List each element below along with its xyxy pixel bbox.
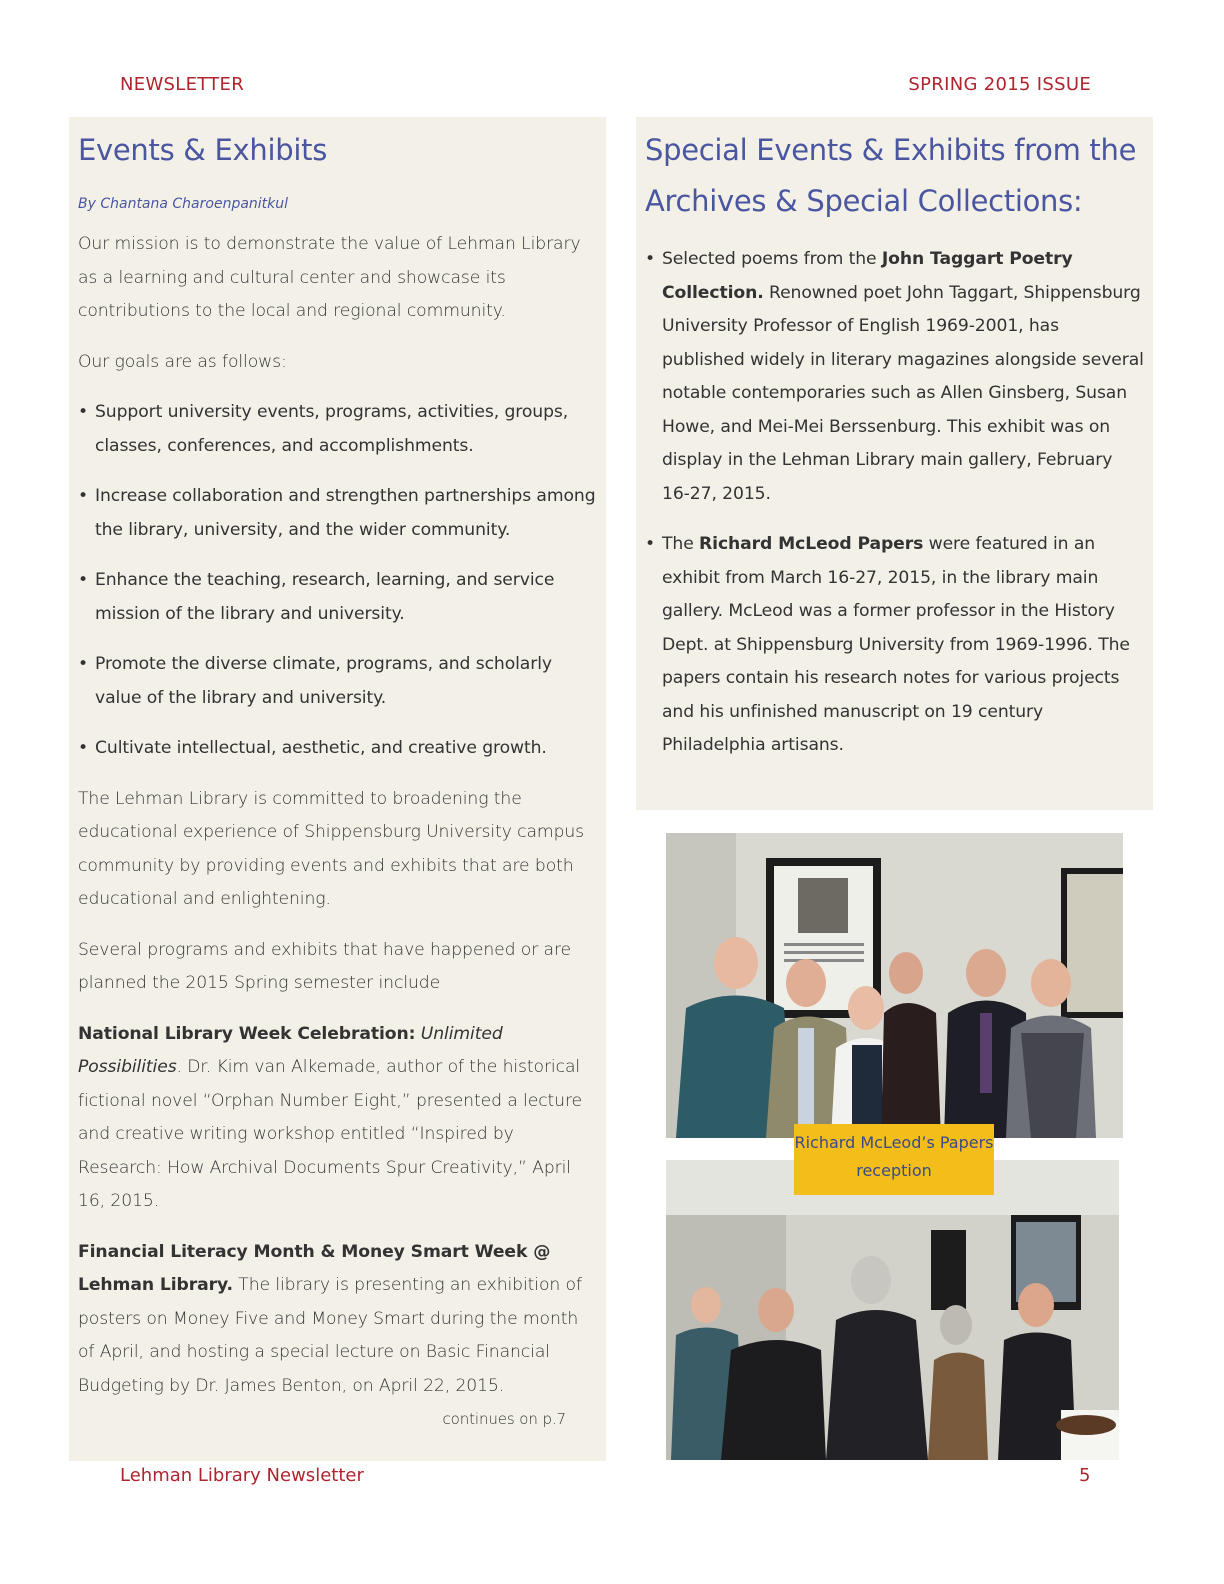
item2-pre: The [662, 534, 700, 554]
item1-pre: Selected poems from the [662, 249, 882, 269]
events-exhibits-panel [69, 117, 606, 1461]
goal-item: • Promote the diverse climate, programs, and scholarly value of the library and university. [78, 648, 596, 715]
fin-heading: Financial Literacy Month & Money Smart Week @ Lehman Library. [78, 1241, 551, 1295]
reception-photo [666, 1160, 1119, 1460]
special-list [645, 243, 1145, 763]
item2-text: were featured in an exhibit from March 16-27, 2015, in the library main gallery. McLeod was a former professor in the History Dept. at Shippensburg University from 1969-1996. The papers contain his research notes for various projects and his unfinished manuscript on 19 century Philadelphia artisans. [662, 534, 1130, 755]
taggart-heading: John Taggart Poetry Collection. [662, 249, 1073, 303]
events-exhibits-title: Events & Exhibits [78, 133, 328, 167]
mission-paragraph: Our mission is to demonstrate the value of Lehman Library as a learning and cultural center and showcase its contributions to the local and regional community. [78, 234, 581, 321]
taggart-item [645, 243, 1145, 511]
goals-intro: Our goals are as follows: [78, 351, 287, 372]
goal-item: • Support university events, programs, activities, groups, classes, conferences, and accomplishments. [78, 396, 596, 463]
goal-item: • Enhance the teaching, research, learning, and service mission of the library and university. [78, 564, 596, 631]
page-number: 5 [1079, 1465, 1091, 1486]
mcleod-item [645, 528, 1145, 763]
footer-title: Lehman Library Newsletter [120, 1465, 364, 1486]
mcleod-heading: Richard McLeod Papers [699, 534, 924, 554]
reception-photo-image [666, 1160, 1119, 1460]
goal-item: • Increase collaboration and strengthen partnerships among the library, university, and the wider community. [78, 480, 596, 547]
nlw-subtitle: Unlimited Possibilities [78, 1023, 503, 1077]
goals-list [78, 396, 596, 766]
special-collections-panel [636, 117, 1153, 810]
goal-item: • Cultivate intellectual, aesthetic, and creative growth. [78, 732, 596, 766]
financial-literacy-paragraph [78, 1236, 596, 1428]
nlw-text: . Dr. Kim van Alkemade, author of the historical fictional novel “Orphan Number Eight,” presented a lecture and creative writing workshop entitled “Inspired by Research: How Archival Documents Spur Creativity,” April 16, 2015. [78, 1057, 583, 1211]
item1-text: Renowned poet John Taggart, Shippensburg University Professor of English 1969-2001, has published widely in literary magazines alongside several notable contemporaries such as Allen Ginsberg, Susan Howe, and Mei-Mei Berssenburg. This exhibit was on display in the Lehman Library main gallery, February 16-27, 2015. [662, 282, 1144, 504]
group-photo [666, 833, 1123, 1138]
continues-note[interactable]: continues on p.7 [442, 1410, 566, 1428]
programs-intro: Several programs and exhibits that have happened or are planned the 2015 Spring semester include [78, 939, 572, 993]
commitment-paragraph: The Lehman Library is committed to broadening the educational experience of Shippensburg University campus community by providing events and exhibits that are both educational and enlightening. [78, 788, 585, 909]
fin-text: The library is presenting an exhibition of posters on Money Five and Money Smart during the month of April, and hosting a special lecture on Basic Financial Budgeting by Dr. James Benton, on April 22, 2015. [78, 1275, 582, 1396]
group-photo-image [666, 833, 1123, 1138]
photo-caption: Richard McLeod’s Papers reception [794, 1124, 994, 1195]
national-library-week-paragraph [78, 1018, 596, 1219]
issue-label: SPRING 2015 ISSUE [908, 74, 1091, 95]
special-collections-title: Special Events & Exhibits from the Archives & Special Collections: [645, 133, 1137, 218]
newsletter-label: NEWSLETTER [120, 74, 245, 95]
nlw-heading: National Library Week Celebration: [78, 1023, 416, 1044]
byline: By Chantana Charoenpanitkul [78, 196, 289, 212]
